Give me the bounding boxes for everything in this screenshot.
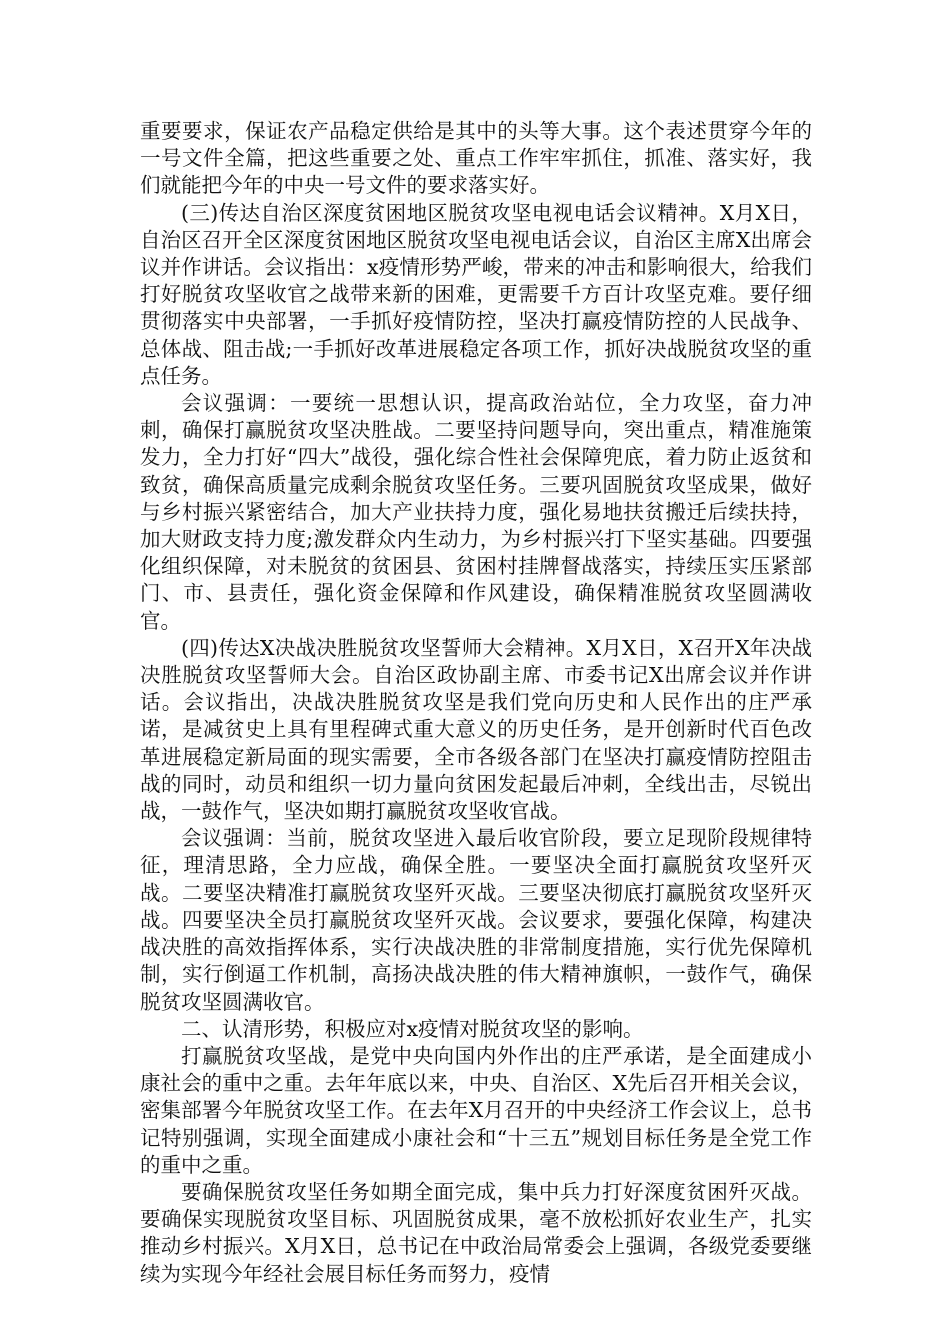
paragraph-4: (四)传达X决战决胜脱贫攻坚誓师大会精神。X月X日，X召开X年决战决胜脱贫攻坚誓师大会。自治区政协副主席、市委书记X出席会议并作讲话。会议指出，决战决胜脱贫攻坚是我们党向历史和人民作出的庄严承诺，是减贫史上具有里程碑式重大意义的历史任务，是开创新时代百色改革进展稳定新局面的现实需要，全市各级各部门在坚决打赢疫情防控阻击战的同时，动员和组织一切力量向贫困发起最后冲刺，全线出击，尽锐出战，一鼓作气，坚决如期打赢脱贫攻坚收官战。 [140, 635, 812, 824]
document-body [140, 118, 812, 1288]
paragraph-3: 会议强调：一要统一思想认识，提高政治站位，全力攻坚，奋力冲刺，确保打赢脱贫攻坚决胜战。二要坚持问题导向，突出重点，精准施策发力，全力打好“四大”战役，强化综合性社会保障兜底，着力防止返贫和致贫，确保高质量完成剩余脱贫攻坚任务。三要巩固脱贫攻坚成果，做好与乡村振兴紧密结合，加大产业扶持力度，强化易地扶贫搬迁后续扶持，加大财政支持力度;激发群众内生动力，为乡村振兴打下坚实基础。四要强化组织保障，对未脱贫的贫困县、贫困村挂牌督战落实，持续压实压紧部门、市、县责任，强化资金保障和作风建设，确保精准脱贫攻坚圆满收官。 [140, 391, 812, 633]
paragraph-7: 打赢脱贫攻坚战，是党中央向国内外作出的庄严承诺，是全面建成小康社会的重中之重。去年年底以来，中央、自治区、X先后召开相关会议，密集部署今年脱贫攻坚工作。在去年X月召开的中央经济工作会议上，总书记特别强调，实现全面建成小康社会和“十三五”规划目标任务是全党工作的重中之重。 [140, 1043, 812, 1177]
paragraph-2: (三)传达自治区深度贫困地区脱贫攻坚电视电话会议精神。X月X日，自治区召开全区深度贫困地区脱贫攻坚电视电话会议，自治区主席X出席会议并作讲话。会议指出：x疫情形势严峻，带来的冲击和影响很大，给我们打好脱贫攻坚收官之战带来新的困难，更需要千方百计攻坚克难。要仔细贯彻落实中央部署，一手抓好疫情防控，坚决打赢疫情防控的人民战争、总体战、阻击战;一手抓好改革进展稳定各项工作，抓好决战脱贫攻坚的重点任务。 [140, 200, 812, 388]
section-heading: 二、认清形势，积极应对x疫情对脱贫攻坚的影响。 [181, 1016, 644, 1041]
paragraph-1: 重要要求，保证农产品稳定供给是其中的头等大事。这个表述贯穿今年的一号文件全篇，把这些重要之处、重点工作牢牢抓住，抓准、落实好，我们就能把今年的中央一号文件的要求落实好。 [140, 119, 812, 198]
paragraph-5: 会议强调：当前，脱贫攻坚进入最后收官阶段，要立足现阶段规律特征，理清思路，全力应战，确保全胜。一要坚决全面打赢脱贫攻坚歼灭战。二要坚决精准打赢脱贫攻坚歼灭战。三要坚决彻底打赢脱贫攻坚歼灭战。四要坚决全员打赢脱贫攻坚歼灭战。会议要求，要强化保障，构建决战决胜的高效指挥体系，实行决战决胜的非常制度措施，实行优先保障机制，实行倒逼工作机制，高扬决战决胜的伟大精神旗帜，一鼓作气，确保脱贫攻坚圆满收官。 [140, 826, 812, 1014]
paragraph-8: 要确保脱贫攻坚任务如期全面完成，集中兵力打好深度贫困歼灭战。要确保实现脱贫攻坚目标、巩固脱贫成果，毫不放松抓好农业生产，扎实推动乡村振兴。X月X日，总书记在中政治局常委会上强调，各级党委要继续为实现今年经社会展目标任务而努力，疫情 [140, 1179, 812, 1286]
